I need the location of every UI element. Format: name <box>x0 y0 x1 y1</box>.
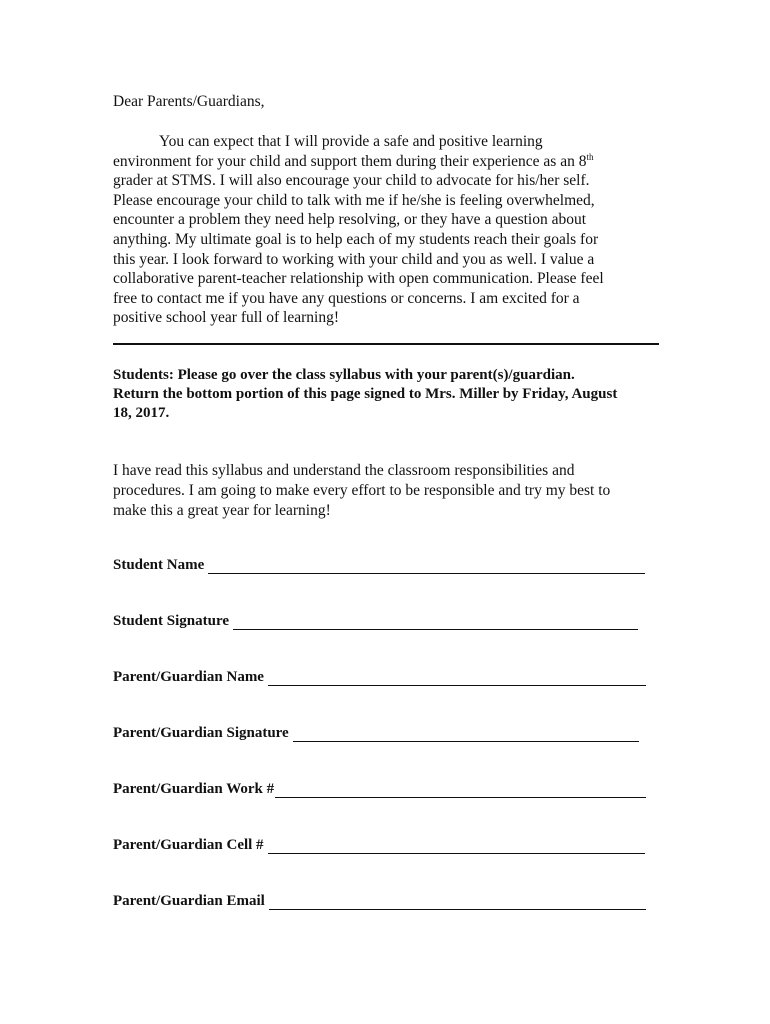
guardian-email-label: Parent/Guardian Email <box>113 893 265 909</box>
student-signature-field <box>113 608 638 630</box>
statement-line: I have read this syllabus and understand the classroom responsibilities and <box>113 462 575 479</box>
instruction-line: Return the bottom portion of this page signed to Mrs. Miller by Friday, August <box>113 386 618 402</box>
guardian-signature-label: Parent/Guardian Signature <box>113 725 289 741</box>
student-signature-line[interactable] <box>233 613 638 630</box>
return-instructions <box>113 366 661 423</box>
letter-line-text: environment for your child and support them during their experience as an 8 <box>113 152 587 170</box>
letter-line: Please encourage your child to talk with me if he/she is feeling overwhelmed, <box>113 191 595 209</box>
letter-greeting: Dear Parents/Guardians, <box>113 93 265 110</box>
guardian-cell-phone-label: Parent/Guardian Cell # <box>113 837 264 853</box>
student-name-line[interactable] <box>208 557 645 574</box>
letter-line <box>113 152 658 172</box>
guardian-name-label: Parent/Guardian Name <box>113 669 264 685</box>
letter-body <box>113 132 658 328</box>
ordinal-superscript: th <box>586 151 594 162</box>
student-name-label: Student Name <box>113 557 205 573</box>
letter-line: encounter a problem they need help resolving, or they have a question about <box>113 211 587 229</box>
statement-line: make this a great year for learning! <box>113 502 331 519</box>
student-signature-label: Student Signature <box>113 613 230 629</box>
guardian-work-phone-label: Parent/Guardian Work # <box>113 781 275 797</box>
guardian-email-field <box>113 888 646 910</box>
student-name-field <box>113 552 645 574</box>
letter-line: collaborative parent-teacher relationship with open communication. Please feel <box>113 270 604 288</box>
section-divider <box>113 343 659 345</box>
letter-line: this year. I look forward to working with your child and you as well. I value a <box>113 250 595 268</box>
guardian-cell-phone-field <box>113 832 645 854</box>
instruction-line: 18, 2017. <box>113 405 170 421</box>
letter-line: positive school year full of learning! <box>113 309 339 327</box>
instruction-line: Students: Please go over the class syllabus with your parent(s)/guardian. <box>113 367 575 383</box>
statement-line: procedures. I am going to make every effort to be responsible and try my best to <box>113 482 611 499</box>
letter-line: grader at STMS. I will also encourage your child to advocate for his/her self. <box>113 172 590 190</box>
letter-line: You can expect that I will provide a safe and positive learning <box>159 133 543 150</box>
guardian-signature-field <box>113 720 639 742</box>
guardian-email-line[interactable] <box>269 893 646 910</box>
guardian-work-phone-line[interactable] <box>275 781 646 798</box>
letter-line: anything. My ultimate goal is to help each of my students reach their goals for <box>113 230 599 248</box>
guardian-name-line[interactable] <box>268 669 646 686</box>
guardian-signature-line[interactable] <box>293 725 639 742</box>
guardian-name-field <box>113 664 646 686</box>
guardian-cell-phone-line[interactable] <box>268 837 645 854</box>
guardian-work-phone-field <box>113 776 646 798</box>
letter-line: free to contact me if you have any questions or concerns. I am excited for a <box>113 289 580 307</box>
acknowledgement-statement <box>113 461 658 521</box>
